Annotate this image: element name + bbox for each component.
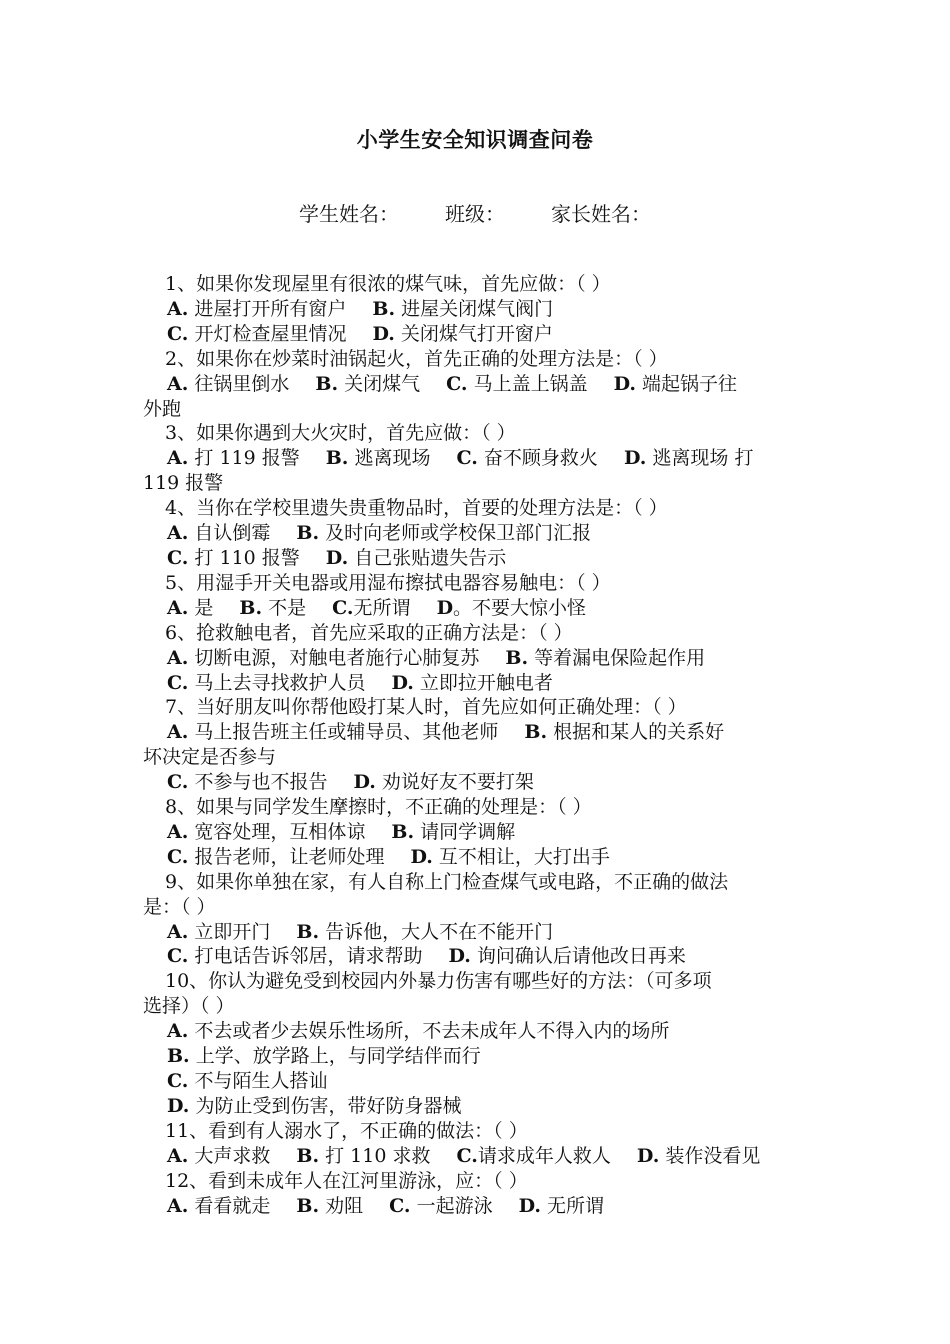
option-a — [167, 1145, 270, 1167]
option-a — [167, 921, 270, 943]
option-text: 无所谓 — [353, 596, 411, 619]
option-text: 往锅里倒水 — [188, 372, 290, 395]
option-text: 关闭煤气打开窗户 — [394, 322, 553, 345]
option-letter: A. — [167, 721, 189, 744]
parent-name-label: 家长姓名： — [551, 202, 651, 226]
option-text: 请同学调解 — [414, 820, 516, 843]
option-d — [519, 1195, 604, 1217]
option-text: 马上盖上锅盖 — [467, 372, 588, 395]
option-a — [167, 1195, 270, 1217]
option-text: 进屋关闭煤气阀门 — [395, 297, 554, 320]
question-9: 9、如果你单独在家，有人自称上门检查煤气或电路，不正确的做法 — [165, 870, 729, 893]
option-letter: B. — [167, 1045, 190, 1068]
option-letter: B. — [296, 522, 320, 545]
option-text: 进屋打开所有窗户 — [188, 297, 347, 320]
option-letter: D. — [391, 671, 414, 694]
option-line — [143, 297, 815, 322]
option-text: 根据和某人的关系好 — [547, 721, 725, 744]
option-letter: A. — [167, 820, 189, 843]
option-letter: B. — [372, 297, 396, 320]
option-line — [143, 596, 815, 621]
option-b — [372, 298, 553, 320]
option-letter: B. — [505, 646, 529, 669]
option-line — [143, 1194, 815, 1219]
question-8: 8、如果与同学发生摩擦时，不正确的处理是：（ ） — [165, 796, 592, 819]
option-text: 一起游泳 — [410, 1194, 493, 1217]
option-line — [143, 845, 815, 870]
option-letter: D. — [353, 771, 376, 794]
option-a — [167, 1020, 669, 1042]
questionnaire-body — [143, 272, 815, 1218]
option-text: 等着漏电保险起作用 — [528, 646, 706, 669]
option-text: 立即开门 — [188, 920, 271, 943]
question-continuation: 外跑 — [143, 397, 182, 420]
option-letter: D. — [372, 322, 395, 345]
option-b — [239, 597, 306, 619]
option-text: 关闭煤气 — [338, 372, 421, 395]
option-letter: B. — [296, 1194, 320, 1217]
option-text: 不是 — [262, 596, 307, 619]
option-letter: B. — [391, 820, 415, 843]
option-line — [143, 646, 815, 671]
option-letter: B. — [325, 447, 349, 470]
option-text: 不与陌生人搭讪 — [188, 1070, 328, 1092]
option-line — [143, 1019, 815, 1044]
option-c — [167, 945, 422, 967]
option-a — [167, 597, 213, 619]
option-text: 逃离现场 — [348, 447, 431, 470]
option-letter: D. — [167, 1094, 190, 1117]
option-b — [391, 821, 515, 843]
option-b — [296, 1195, 363, 1217]
question-2: 2、如果你在炒菜时油锅起火，首先正确的处理方法是：（ ） — [165, 347, 668, 370]
question-continuation: 119 报警 — [143, 472, 224, 495]
question-3: 3、如果你遇到大火灾时，首先应做：（ ） — [165, 422, 516, 445]
option-letter: D — [436, 596, 454, 619]
option-letter: A. — [167, 447, 189, 470]
option-c — [456, 447, 597, 469]
option-b — [167, 1045, 481, 1067]
page-title: 小学生安全知识调查问卷 — [356, 127, 594, 152]
option-c — [389, 1195, 492, 1217]
option-letter: B. — [524, 721, 548, 744]
option-b — [315, 373, 420, 395]
option-a — [167, 522, 270, 544]
question-continuation: 坏决定是否参与 — [143, 746, 277, 769]
option-text: 互不相让，大打出手 — [432, 845, 610, 868]
option-letter: A. — [167, 297, 189, 320]
option-c — [167, 672, 365, 694]
option-c — [167, 323, 346, 345]
option-text: 大声求救 — [188, 1144, 271, 1167]
option-letter: D. — [518, 1194, 542, 1217]
question-12: 12、看到未成年人在江河里游泳，应：（ ） — [165, 1169, 528, 1192]
option-letter: A. — [167, 646, 189, 669]
option-line — [143, 1144, 815, 1169]
question-continuation: 是：（ ） — [143, 895, 216, 918]
option-a — [167, 721, 498, 743]
option-text: 打 110 报警 — [188, 546, 300, 569]
option-d — [437, 597, 587, 619]
option-letter: A. — [167, 1194, 189, 1217]
option-letter: C. — [167, 845, 189, 868]
question-10: 10、你认为避免受到校园内外暴力伤害有哪些好的方法：（可多项 — [165, 970, 712, 993]
option-letter: D. — [448, 945, 471, 968]
option-text: 报告老师，让老师处理 — [188, 845, 385, 868]
option-letter: C. — [167, 671, 189, 694]
option-letter: B. — [296, 1144, 320, 1167]
option-text: 是 — [188, 596, 214, 619]
question-11: 11、看到有人溺水了，不正确的做法：（ ） — [165, 1119, 528, 1142]
option-letter: A. — [167, 522, 189, 545]
option-letter: C. — [167, 322, 189, 345]
option-line — [143, 920, 815, 945]
option-a — [167, 373, 289, 395]
option-text: 上学、放学路上，与同学结伴而行 — [189, 1045, 481, 1068]
option-c — [446, 373, 587, 395]
option-letter: D. — [410, 845, 433, 868]
option-text: 马上报告班主任或辅导员、其他老师 — [188, 721, 499, 744]
option-letter: D. — [325, 546, 349, 569]
option-text: 不参与也不报告 — [188, 771, 328, 794]
option-letter: B. — [296, 920, 320, 943]
option-text: 自己张贴遗失告示 — [348, 546, 507, 569]
option-text: 装作没看见 — [659, 1144, 761, 1167]
option-d — [372, 323, 552, 345]
option-letter: D. — [623, 447, 647, 470]
option-line — [143, 546, 815, 571]
option-text: 开灯检查屋里情况 — [188, 322, 347, 345]
option-line — [143, 820, 815, 845]
option-c — [167, 771, 327, 793]
option-a — [167, 821, 365, 843]
option-letter: D. — [636, 1144, 660, 1167]
option-text: 宽容处理，互相体谅 — [188, 820, 366, 843]
option-letter: A. — [167, 596, 189, 619]
option-text: 打电话告诉邻居，请求帮助 — [188, 945, 423, 968]
option-line — [143, 446, 815, 471]
option-text: 打 110 求救 — [319, 1144, 431, 1167]
option-text: 不去或者少去娱乐性场所，不去未成年人不得入内的场所 — [188, 1020, 670, 1043]
option-line — [143, 322, 815, 347]
option-d — [448, 945, 685, 967]
option-text: 劝阻 — [319, 1194, 364, 1217]
option-text: 逃离现场 打 — [646, 447, 754, 470]
option-text: 看看就走 — [188, 1194, 271, 1217]
option-letter: C. — [332, 596, 354, 619]
option-letter: C. — [167, 771, 189, 794]
option-d — [637, 1145, 760, 1167]
option-line — [143, 521, 815, 546]
option-letter: B. — [315, 372, 339, 395]
option-letter: A. — [167, 1144, 189, 1167]
option-b — [296, 522, 591, 544]
option-line — [143, 671, 815, 696]
option-text: 切断电源，对触电者施行心肺复苏 — [188, 646, 480, 669]
option-b — [296, 1145, 430, 1167]
option-d — [410, 846, 609, 868]
class-label: 班级： — [445, 202, 505, 226]
option-b — [524, 721, 724, 743]
option-b — [505, 647, 705, 669]
option-text: 及时向老师或学校保卫部门汇报 — [319, 522, 592, 545]
option-text: 端起锅子往 — [636, 372, 738, 395]
option-c — [456, 1145, 610, 1167]
option-a — [167, 647, 479, 669]
option-letter: C. — [167, 546, 189, 569]
option-b — [296, 921, 553, 943]
option-text: 询问确认后请他改日再来 — [470, 945, 686, 968]
option-line — [143, 372, 815, 397]
option-text: 奋不顾身救火 — [477, 447, 598, 470]
question-5: 5、用湿手开关电器或用湿布擦拭电器容易触电：（ ） — [165, 571, 611, 594]
option-letter: A. — [167, 920, 189, 943]
option-line — [143, 770, 815, 795]
option-text: 劝说好友不要打架 — [375, 771, 534, 794]
option-c — [332, 597, 410, 619]
option-text: 马上去寻找救护人员 — [188, 671, 366, 694]
option-letter: D. — [613, 372, 637, 395]
option-line — [143, 1044, 815, 1069]
option-d — [167, 1095, 461, 1117]
option-d — [391, 672, 552, 694]
option-letter: C. — [446, 372, 468, 395]
student-info-line — [0, 198, 950, 227]
option-letter: A. — [167, 372, 189, 395]
question-1: 1、如果你发现屋里有很浓的煤气味，首先应做：（ ） — [165, 273, 611, 295]
option-text: 无所谓 — [541, 1194, 605, 1217]
option-letter: C. — [389, 1194, 411, 1217]
option-line — [143, 944, 815, 969]
option-text: 自认倒霉 — [188, 522, 271, 545]
option-text: 。不要大惊小怪 — [453, 596, 587, 619]
question-4: 4、当你在学校里遗失贵重物品时，首要的处理方法是：（ ） — [165, 497, 668, 520]
option-letter: A. — [167, 1020, 189, 1043]
option-letter: C. — [167, 945, 189, 968]
option-line — [143, 1094, 815, 1119]
option-d — [614, 373, 737, 395]
option-d — [353, 771, 533, 793]
option-d — [624, 447, 754, 469]
option-letter: C. — [167, 1070, 189, 1092]
student-name-label: 学生姓名： — [299, 202, 399, 226]
option-a — [167, 298, 346, 320]
option-line — [143, 1069, 815, 1094]
option-line — [143, 720, 815, 745]
option-c — [167, 547, 300, 569]
option-c — [167, 846, 384, 868]
option-text: 为防止受到伤害，带好防身器械 — [189, 1094, 462, 1117]
question-continuation: 选择）（ ） — [143, 995, 235, 1018]
option-b — [326, 447, 431, 469]
option-letter: C. — [456, 447, 478, 470]
option-a — [167, 447, 300, 469]
option-letter: C. — [456, 1144, 478, 1167]
option-text: 告诉他，大人不在不能开门 — [319, 920, 554, 943]
option-letter: B. — [239, 596, 263, 619]
option-text: 打 119 报警 — [188, 447, 300, 470]
option-c — [167, 1070, 327, 1092]
option-text: 立即拉开触电者 — [413, 671, 553, 694]
option-text: 请求成年人救人 — [477, 1144, 611, 1167]
option-d — [326, 547, 506, 569]
question-7: 7、当好朋友叫你帮他殴打某人时，首先应如何正确处理：（ ） — [165, 696, 687, 719]
question-6: 6、抢救触电者，首先应采取的正确方法是：（ ） — [165, 621, 573, 644]
